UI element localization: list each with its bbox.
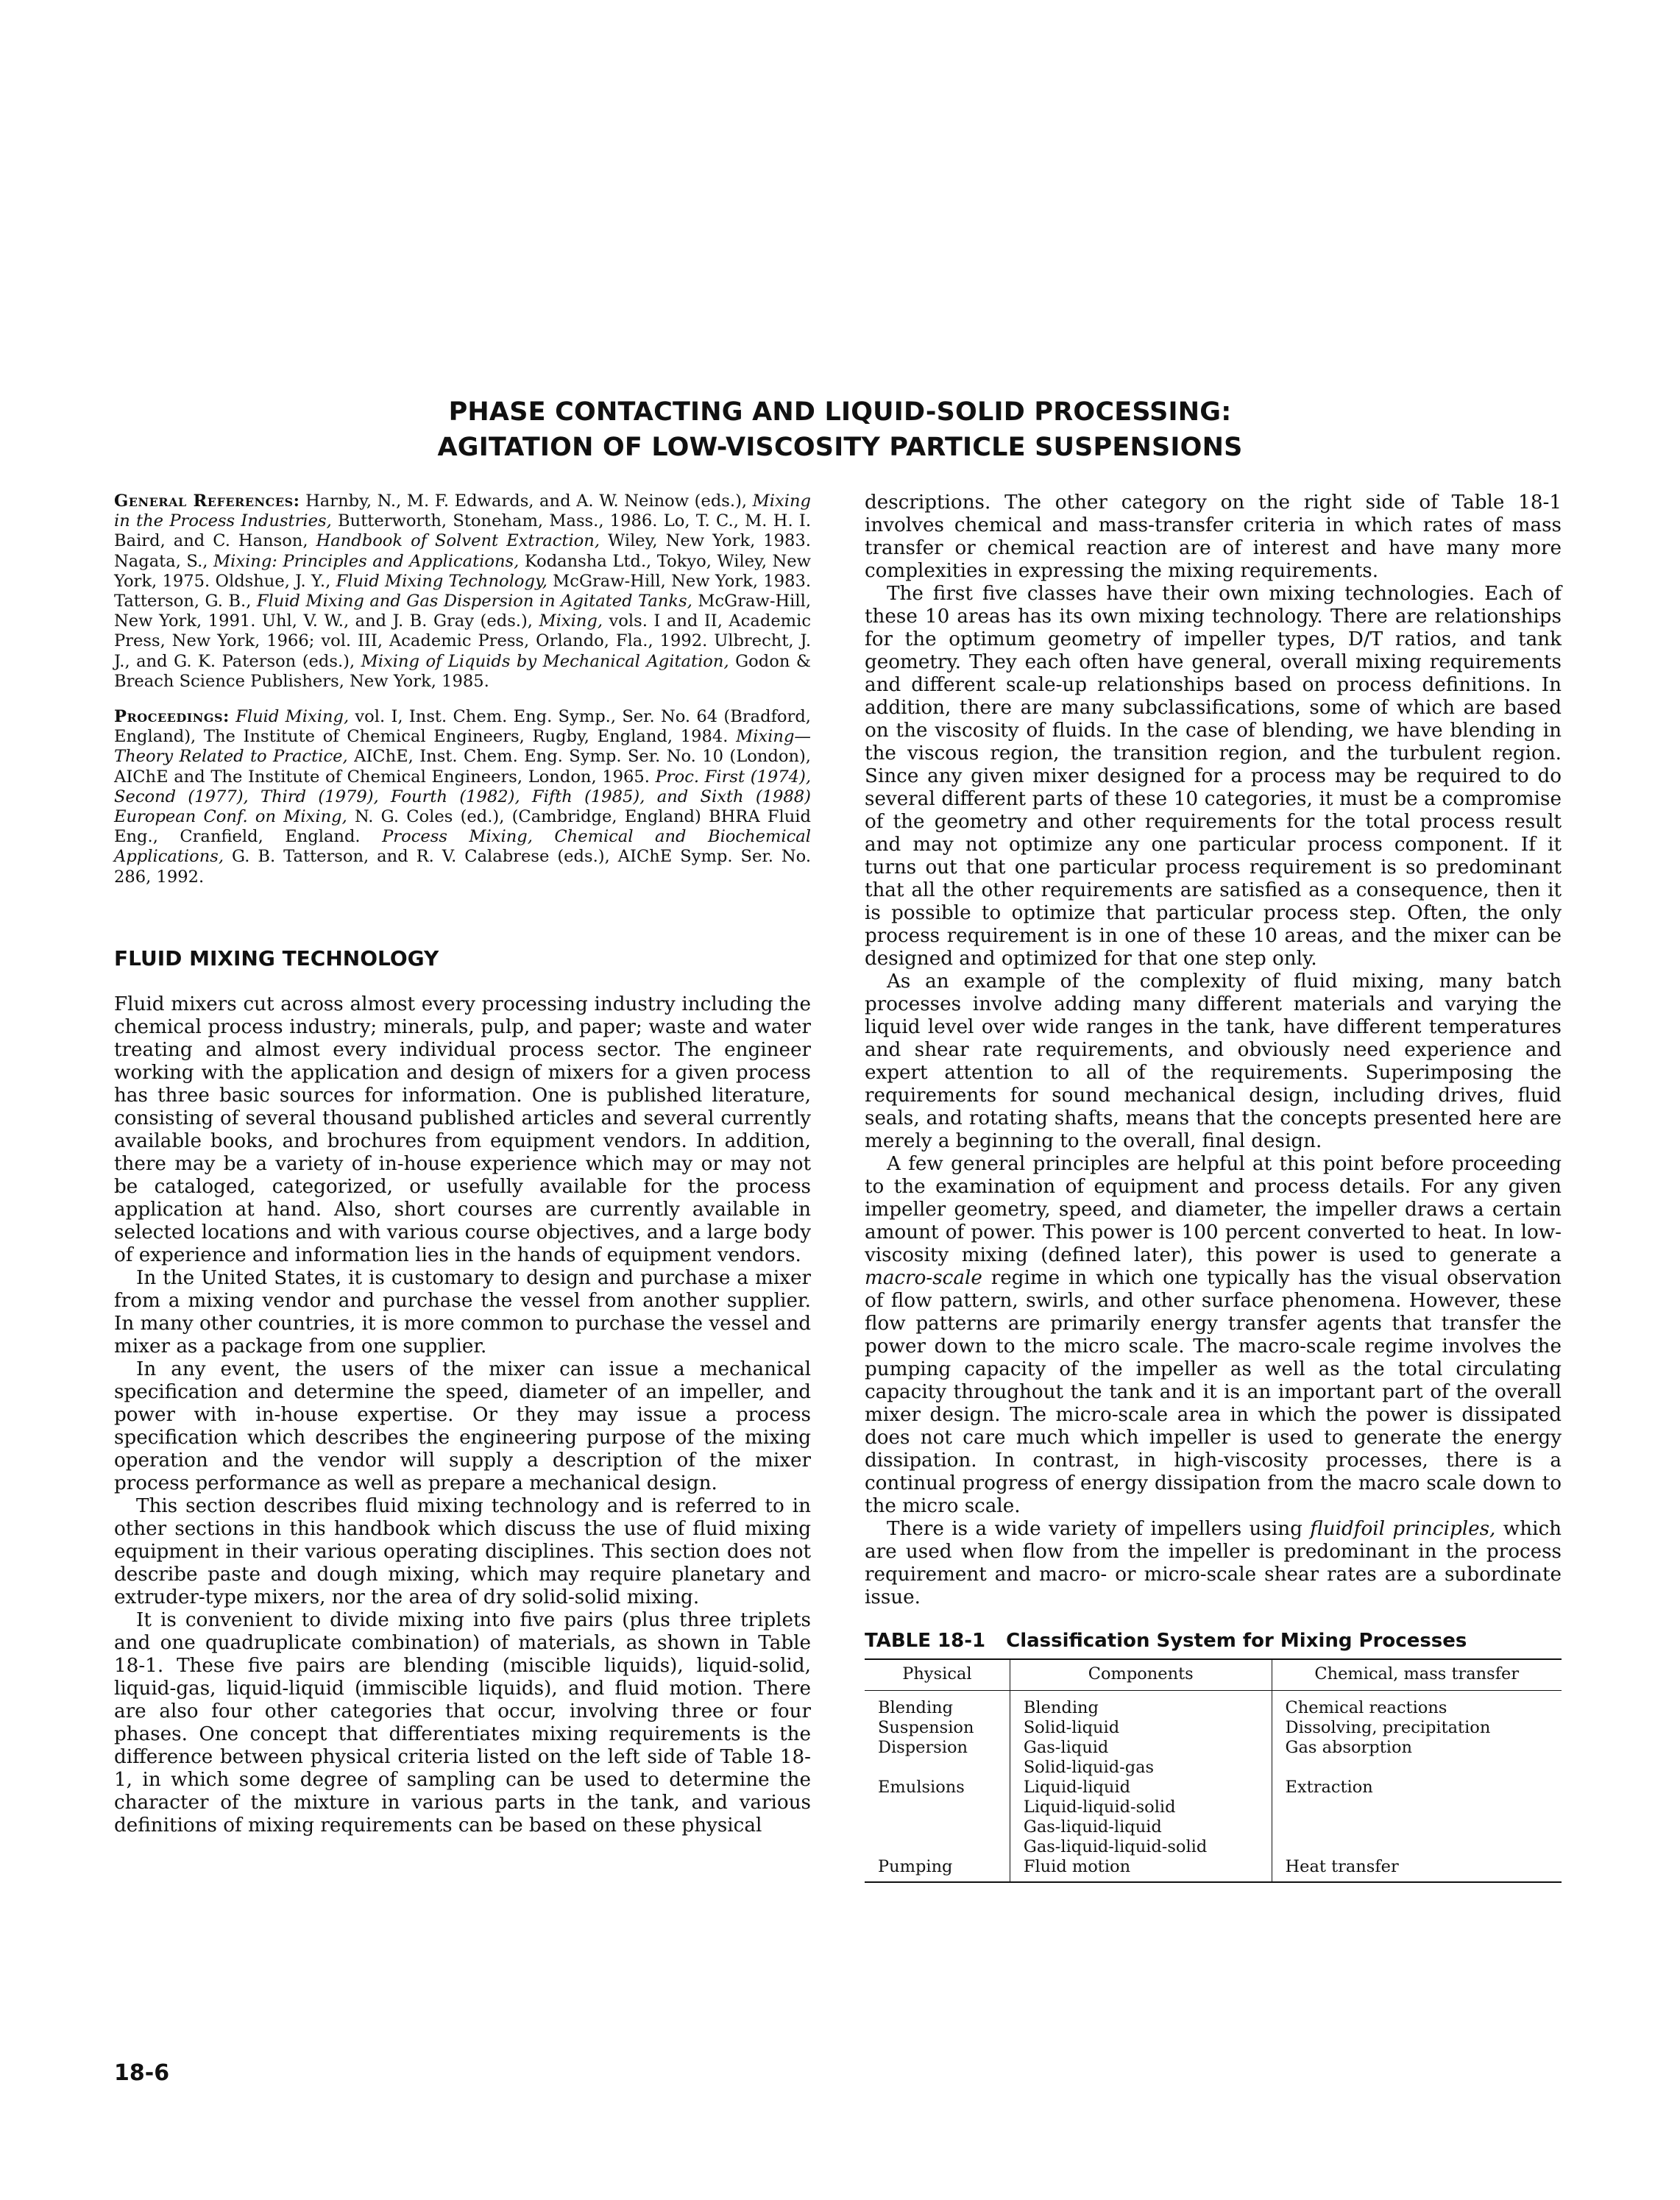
table-row xyxy=(865,1758,1562,1778)
table-spacer-cell xyxy=(1010,1691,1272,1699)
table-spacer-cell xyxy=(865,1691,1010,1699)
table-cell: Dissolving, precipitation xyxy=(1272,1718,1562,1738)
table-cell: Blending xyxy=(878,1698,954,1717)
classification-table-block xyxy=(865,1630,1562,1883)
italic-text: Mixing: Principles and Applications, xyxy=(213,551,520,571)
italic-text: Fluid Mixing, xyxy=(235,707,350,727)
italic-text: Mixing of Liquids by Mechanical Agitation, xyxy=(361,651,729,671)
table-cell: Fluid motion xyxy=(1010,1857,1272,1882)
table-cell: Gas-liquid-liquid xyxy=(1010,1817,1272,1837)
table-caption xyxy=(865,1630,1562,1653)
table-cell xyxy=(865,1798,1010,1817)
italic-text: Mixing—Theory Related to Practice, xyxy=(114,727,811,767)
table-cell: Solid-liquid xyxy=(1010,1718,1272,1738)
italic-text: Mixing in the Process Industries, xyxy=(114,492,811,531)
body-paragraph: There is a wide variety of impellers using fluidfoil principles, which are used when flow from the impeller is predominant in the process requirement and macro- or micro-scale shear rates are a subordinate issue. xyxy=(865,1518,1562,1608)
section-heading: FLUID MIXING TECHNOLOGY xyxy=(114,945,439,971)
body-paragraph: In the United States, it is customary to design and purchase a mixer from a mixing vendor and purchase the vessel from another supplier. In many other countries, it is more common to purchase the vessel and mixer as a package from one supplier. xyxy=(114,1266,811,1358)
italic-text: Process Mixing, Chemical and Biochemical Applications, xyxy=(114,827,811,867)
page-number: 18-6 xyxy=(114,2060,170,2086)
table-cell xyxy=(1272,1758,1562,1778)
table-header-cell: Physical xyxy=(865,1659,1010,1691)
table-cell xyxy=(865,1758,1010,1778)
italic-text: Fluid Mixing and Gas Dispersion in Agitated Tanks, xyxy=(256,592,692,611)
table-cell: Chemical reactions xyxy=(1272,1698,1562,1718)
table-body xyxy=(865,1691,1562,1883)
table-cell: Gas-liquid xyxy=(1010,1738,1272,1758)
table-cell: Pumping xyxy=(865,1857,1010,1882)
table-cell: Liquid-liquid xyxy=(1010,1778,1272,1798)
body-paragraph: This section describes fluid mixing technology and is referred to in other sections in this handbook which discuss the use of fluid mixing equipment in their various operating disciplines. This section does not describe paste and dough mixing, which may require planetary and extruder-type mixers, nor the area of dry solid-solid mixing. xyxy=(114,1494,811,1608)
table-row xyxy=(865,1837,1562,1857)
table-number: TABLE 18-1 xyxy=(865,1630,986,1652)
italic-text: Mixing, xyxy=(539,611,603,631)
table-cell: Gas-liquid-liquid-solid xyxy=(1010,1837,1272,1857)
body-paragraph: As an example of the complexity of fluid mixing, many batch processes involve adding many different materials and varying the liquid level over wide ranges in the tank, have different temperatures and shear rate requirements, and obviously need experience and expert attention to all of the requirements. Superimposing the requirements for sound mechanical design, including drives, fluid seals, and rotating shafts, means that the concepts presented here are merely a beginning to the overall, final design. xyxy=(865,971,1562,1152)
italic-text: Fluid Mixing Technology, xyxy=(336,571,547,591)
table-cell: Solid-liquid-gas xyxy=(1010,1758,1272,1778)
general-references-text: Harnby, N., M. F. Edwards, and A. W. Neinow (eds.), Mixing in the Process Industries, Butterworth, Stoneham, Mass., 1986. Lo, T. C., M. H. I. Baird, and C. Hanson, Handbook of Solvent Extraction, Wiley, New York, 1983. Nagata, S., Mixing: Principles and Applications, Kodansha Ltd., Tokyo, Wiley, New York, 1975. Oldshue, J. Y., Fluid Mixing Technology, McGraw-Hill, New York, 1983. Tatterson, G. B., Fluid Mixing and Gas Dispersion in Agitated Tanks, McGraw-Hill, New York, 1991. Uhl, V. W., and J. B. Gray (eds.), Mixing, vols. I and II, Academic Press, New York, 1966; vol. III, Academic Press, Orlando, Fla., 1992. Ulbrecht, J. J., and G. K. Paterson (eds.), Mixing of Liquids by Mechanical Agitation, Godon & Breach Science Publishers, New York, 1985. xyxy=(114,492,812,691)
table-header-row xyxy=(865,1659,1562,1691)
left-column xyxy=(114,492,811,1837)
proceedings xyxy=(114,707,811,887)
classification-table xyxy=(865,1658,1562,1883)
italic-text: macro-scale xyxy=(865,1267,982,1289)
table-cell xyxy=(865,1817,1010,1837)
table-cell: Gas absorption xyxy=(1272,1738,1562,1758)
table-row xyxy=(865,1857,1562,1882)
proceedings-text: Fluid Mixing, vol. I, Inst. Chem. Eng. Symp., Ser. No. 64 (Bradford, England), The Institute of Chemical Engineers, Rugby, England, 1984. Mixing—Theory Related to Practice, AIChE, Inst. Chem. Eng. Symp. Ser. No. 10 (London), AIChE and The Institute of Chemical Engineers, London, 1965. Proc. First (1974), Second (1977), Third (1979), Fourth (1982), Fifth (1985), and Sixth (1988) European Conf. on Mixing, N. G. Coles (ed.), (Cambridge, England) BHRA Fluid Eng., Cranfield, England. Process Mixing, Chemical and Biochemical Applications, G. B. Tatterson, and R. V. Calabrese (eds.), AIChE Symp. Ser. No. 286, 1992. xyxy=(114,707,811,887)
table-cell: Suspension xyxy=(878,1718,974,1737)
table-header-cell: Components xyxy=(1010,1659,1272,1691)
general-references xyxy=(114,492,811,692)
table-cell: Emulsions xyxy=(878,1778,965,1797)
table-row xyxy=(865,1738,1562,1758)
page-title-line-1: PHASE CONTACTING AND LIQUID-SOLID PROCESSING: xyxy=(448,397,1232,427)
table-cell xyxy=(1272,1817,1562,1837)
table-cell: Blending xyxy=(1010,1698,1272,1718)
page-title-line-2: AGITATION OF LOW-VISCOSITY PARTICLE SUSPENSIONS xyxy=(437,433,1243,462)
table-header-cell: Chemical, mass transfer xyxy=(1272,1659,1562,1691)
italic-text: fluidfoil principles, xyxy=(1310,1518,1496,1540)
table-row xyxy=(865,1778,1562,1798)
table-cell xyxy=(1272,1837,1562,1857)
table-row xyxy=(865,1798,1562,1817)
body-paragraph: A few general principles are helpful at this point before proceeding to the examination of equipment and process details. For any given impeller geometry, speed, and diameter, the impeller draws a certain amount of power. This power is 100 percent converted to heat. In low-viscosity mixing (defined later), this power is used to generate a macro-scale regime in which one typically has the visual observation of flow pattern, swirls, and other surface phenomena. However, these flow patterns are primarily energy transfer agents that transfer the power down to the micro scale. The macro-scale regime involves the pumping capacity of the impeller as well as the total circulating capacity throughout the tank and it is an important part of the overall mixer design. The micro-scale area in which the power is dissipated does not care much which impeller is used to generate the energy dissipation. In contrast, in high-viscosity processes, there is a continual progress of energy dissipation from the macro scale down to the micro scale. xyxy=(865,1153,1562,1517)
italic-text: Handbook of Solvent Extraction, xyxy=(316,531,600,551)
right-column xyxy=(865,492,1562,1883)
table-cell: Heat transfer xyxy=(1272,1857,1562,1882)
italic-text: Proc. First (1974), Second (1977), Third (1979), Fourth (1982), Fifth (1985), and Sixth (1988) European Conf. on Mixing, xyxy=(114,767,811,827)
table-cell: Liquid-liquid-solid xyxy=(1010,1798,1272,1817)
table-title: Classification System for Mixing Processes xyxy=(1006,1630,1467,1652)
proceedings-label: Proceedings: xyxy=(114,707,230,727)
table-row xyxy=(865,1718,1562,1738)
table-cell: Dispersion xyxy=(878,1738,968,1757)
table-row xyxy=(865,1698,1562,1718)
body-paragraph: Fluid mixers cut across almost every processing industry including the chemical process industry; minerals, pulp, and paper; waste and water treating and almost every individual process sector. The engineer working with the application and design of mixers for a given process has three basic sources for information. One is published literature, consisting of several thousand published articles and several currently available books, and brochures from equipment vendors. In addition, there may be a variety of in-house experience which may or may not be cataloged, categorized, or usefully available for the process application at hand. Also, short courses are currently available in selected locations and with various course objectives, and a large body of experience and information lies in the hands of equipment vendors. xyxy=(114,993,811,1266)
body-paragraph: descriptions. The other category on the right side of Table 18-1 involves chemical and mass-transfer criteria in which rates of mass transfer or chemical reaction are of interest and have many more complexities in expressing the mixing requirements. xyxy=(865,492,1562,582)
general-references-label: General References: xyxy=(114,492,300,511)
body-paragraph: The first five classes have their own mixing technologies. Each of these 10 areas has its own mixing technology. There are relationships for the optimum geometry of impeller types, D/T ratios, and tank geometry. They each often have general, overall mixing requirements and different scale-up relationships based on process definitions. In addition, there are many subclassifications, some of which are based on the viscosity of fluids. In the case of blending, we have blending in the viscous region, the transition region, and the turbulent region. Since any given mixer designed for a process may be required to do several different parts of these 10 categories, it must be a compromise of the geometry and other requirements for the total process result and may not optimize any one particular process component. If it turns out that one particular process requirement is so predominant that all the other requirements are satisfied as a consequence, then it is possible to optimize that particular process step. Often, the only process requirement is in one of these 10 areas, and the mixer can be designed and optimized for that one step only. xyxy=(865,583,1562,970)
table-spacer-cell xyxy=(1272,1691,1562,1699)
table-cell: Extraction xyxy=(1272,1778,1562,1798)
body-paragraph: It is convenient to divide mixing into five pairs (plus three triplets and one quadruplicate combination) of materials, as shown in Table 18-1. These five pairs are blending (miscible liquids), liquid-solid, liquid-gas, liquid-liquid (immiscible liquids), and fluid motion. There are also four other categories that occur, involving three or four phases. One concept that differentiates mixing requirements is the difference between physical criteria listed on the left side of Table 18-1, in which some degree of sampling can be used to determine the character of the mixture in various parts in the tank, and various definitions of mixing requirements can be based on these physical xyxy=(114,1608,811,1837)
table-cell xyxy=(865,1837,1010,1857)
table-cell xyxy=(1272,1798,1562,1817)
table-spacer-row xyxy=(865,1691,1562,1699)
table-row xyxy=(865,1817,1562,1837)
body-paragraph: In any event, the users of the mixer can issue a mechanical specification and determine the speed, diameter of an impeller, and power with in-house expertise. Or they may issue a process specification which describes the engineering purpose of the mixing operation and the vendor will supply a description of the mixer process performance as well as prepare a mechanical design. xyxy=(114,1358,811,1494)
